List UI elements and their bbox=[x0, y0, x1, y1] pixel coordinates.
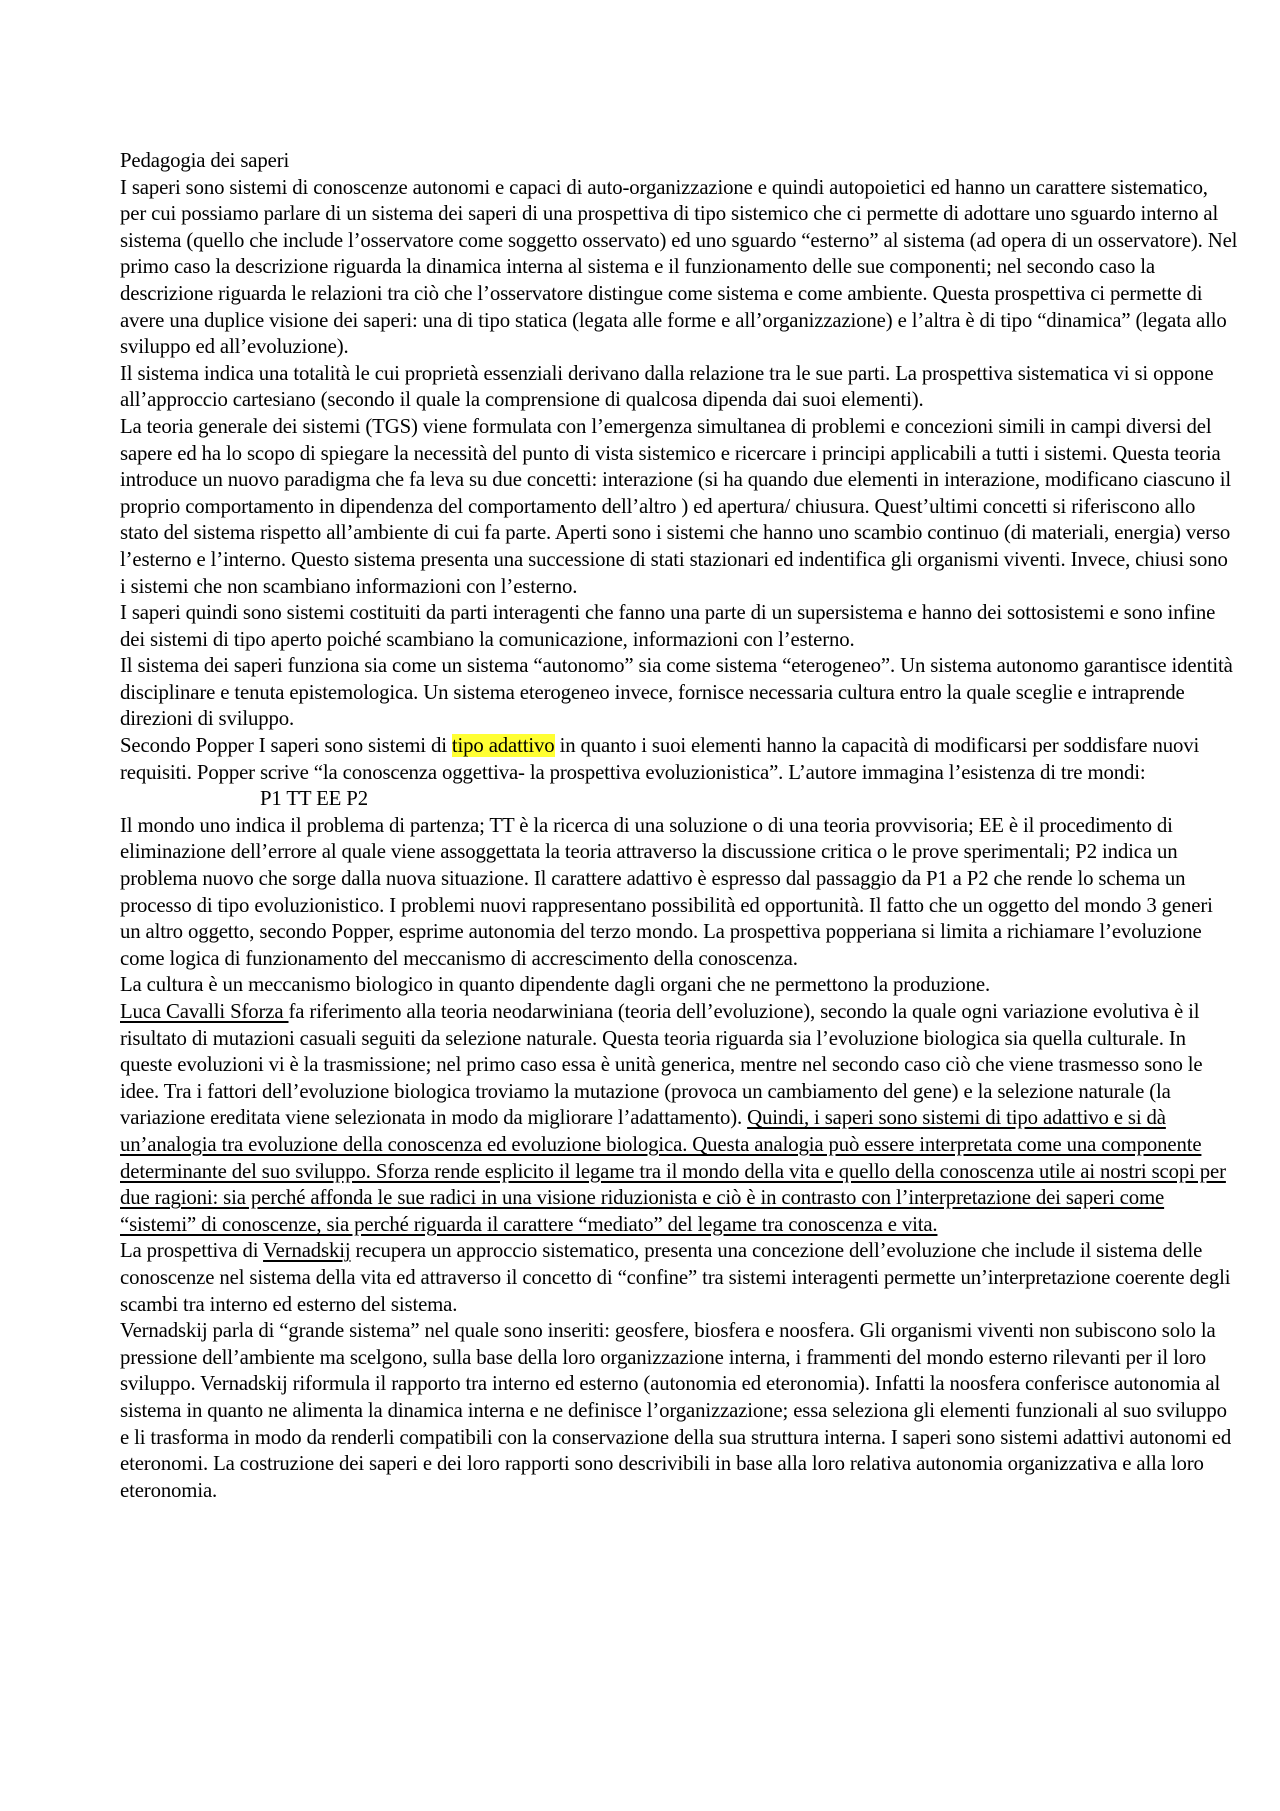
underlined-vernadskij: Vernadskij bbox=[263, 1239, 351, 1263]
paragraph-mondo-uno: Il mondo uno indica il problema di partenza; TT è la ricerca di una soluzione o di una teoria provvisoria; EE è il procedimento di eliminazione dell’errore al quale viene assoggettata la teoria attraverso la discussione critica o le prove sperimentali; P2 indica un problema nuovo che sorge dalla nuova situazione. Il carattere adattivo è espresso dal passaggio da P1 a P2 che rende lo schema un processo di tipo evoluzionistico. I problemi nuovi rappresentano possibilità ed opportunità. Il fatto che un oggetto del mondo 3 generi un altro oggetto, secondo Popper, esprime autonomia del terzo mondo. La prospettiva popperiana si limita a richiamare l’evoluzione come logica di funzionamento del meccanismo di accrescimento della conoscenza. bbox=[120, 813, 1213, 970]
paragraph-saperi-intro: I saperi sono sistemi di conoscenze autonomi e capaci di auto-organizzazione e quindi autopoietici ed hanno un carattere sistematico, per cui possiamo parlare di un sistema dei saperi di una prospettiva di tipo sistemico che ci permette di adottare uno sguardo interno al sistema (quello che include l’osservatore come soggetto osservato) ed uno sguardo “esterno” al sistema (ad opera di un osservatore). Nel primo caso la descrizione riguarda la dinamica interna al sistema e il funzionamento delle sue componenti; nel secondo caso la descrizione riguarda le relazioni tra ciò che l’osservatore distingue come sistema e come ambiente. Questa prospettiva ci permette di avere una duplice visione dei saperi: una di tipo statica (legata alle forme e all’organizzazione) e l’altra è di tipo “dinamica” (legata allo sviluppo ed all’evoluzione). bbox=[120, 175, 1238, 359]
popper-text-before: Secondo Popper I saperi sono sistemi di bbox=[120, 734, 452, 758]
paragraph-grande-sistema: Vernadskij parla di “grande sistema” nel quale sono inseriti: geosfere, biosfera e noosfera. Gli organismi viventi non subiscono solo la pressione dell’ambiente ma scelgono, sulla base della loro organizzazione interna, i frammenti del mondo esterno rilevanti per il loro sviluppo. Vernadskij riformula il rapporto tra interno ed esterno (autonomia ed eteronomia). Infatti la noosfera conferisce autonomia al sistema in quanto ne alimenta la dinamica interna e ne definisce l’organizzazione; essa seleziona gli elementi funzionali al suo sviluppo e li trasforma in modo da renderli compatibili con la conservazione della sua struttura interna. I saperi sono sistemi adattivi autonomi ed eteronomi. La costruzione dei saperi e dei loro rapporti sono descrivibili in base alla loro relativa autonomia organizzativa e alla loro eteronomia. bbox=[120, 1319, 1232, 1502]
paragraph-tgs: La teoria generale dei sistemi (TGS) viene formulata con l’emergenza simultanea di problemi e concezioni simili in campi diversi del sapere ed ha lo scopo di spiegare la necessità del punto di vista sistemico e ricercare i principi applicabili a tutti i sistemi. Questa teoria introduce un nuovo paradigma che fa leva su due concetti: interazione (si ha quando due elementi in interazione, modificano ciascuno il proprio comportamento in dipendenza del comportamento dell’altro ) ed apertura/ chiusura. Quest’ultimi concetti si riferiscono allo stato del sistema rispetto all’ambiente di cui fa parte. Aperti sono i sistemi che hanno uno scambio continuo (di materiali, energia) verso l’esterno e l’interno. Questo sistema presenta una successione di stati stazionari ed indentifica gli organismi viventi. Invece, chiusi sono i sistemi che non scambiano informazioni con l’esterno. bbox=[120, 414, 1232, 598]
paragraph-autonomo-eterogeneo: Il sistema dei saperi funziona sia come un sistema “autonomo” sia come sistema “eterogeneo”. Un sistema autonomo garantisce identità disciplinare e tenuta epistemologica. Un sistema eterogeneo invece, fornisce necessaria cultura entro la quale sceglie e intraprende direzioni di sviluppo. bbox=[120, 654, 1233, 731]
vernadskij-text-before: La prospettiva di bbox=[120, 1239, 264, 1263]
sforza-text: fa riferimento alla teoria neodarwiniana (teoria dell’evoluzione), secondo la quale ogni variazione evolutiva è il risultato di mutazioni casuali seguiti da selezione naturale. Questa teoria riguarda sia l’evoluzione biologica sia quella culturale. In queste evoluzioni vi è la trasmissione; nel primo caso essa è unità generica, mentre nel secondo caso ciò che viene trasmesso sono le idee. Tra i fattori dell’evoluzione biologica troviamo la mutazione (provoca un cambiamento del gene) e la selezione naturale (la variazione ereditata viene selezionata in modo da migliorare l’adattamento). bbox=[120, 1000, 1203, 1130]
document-title: Pedagogia dei saperi bbox=[120, 149, 290, 172]
paragraph-cavalli-sforza bbox=[120, 999, 1238, 1238]
document-page bbox=[120, 148, 1238, 1504]
vernadskij-text-after: recupera un approccio sistematico, presenta una concezione dell’evoluzione che include il sistema delle conoscenze nel sistema della vita ed attraverso il concetto di “confine” tra sistemi interagenti permette un’interpretazione coerente degli scambi tra interno ed esterno del sistema. bbox=[120, 1239, 1231, 1316]
underlined-analogia-passage: Quindi, i saperi sono sistemi di tipo adattivo e si dà un’analogia tra evoluzione della conoscenza ed evoluzione biologica. Questa analogia può essere interpretata come una componente determinante del suo sviluppo. Sforza rende esplicito il legame tra il mondo della vita e quello della conoscenza utile ai nostri scopi per due ragioni: sia perché affonda le sue radici in una visione riduzionista e ciò è in contrasto con l’interpretazione dei saperi come “sistemi” di conoscenze, sia perché riguarda il carattere “mediato” del legame tra conoscenza e vita. bbox=[120, 1106, 1226, 1236]
highlighted-tipo-adattivo: tipo adattivo bbox=[451, 734, 555, 758]
paragraph-vernadskij bbox=[120, 1238, 1238, 1318]
popper-text-after: in quanto i suoi elementi hanno la capacità di modificarsi per soddisfare nuovi requisiti. Popper scrive “la conoscenza oggettiva- la prospettiva evoluzionistica”. L’autore immagina l’esistenza di tre mondi: bbox=[120, 734, 1200, 784]
popper-formula: P1 TT EE P2 bbox=[260, 787, 368, 811]
paragraph-sistema-totalita: Il sistema indica una totalità le cui proprietà essenziali derivano dalla relazione tra le sue parti. La prospettiva sistematica vi si oppone all’approccio cartesiano (secondo il quale la comprensione di qualcosa dipenda dai suoi elementi). bbox=[120, 361, 1214, 412]
paragraph-popper bbox=[120, 733, 1238, 813]
paragraph-supersistema: I saperi quindi sono sistemi costituiti da parti interagenti che fanno una parte di un supersistema e hanno dei sottosistemi e sono infine dei sistemi di tipo aperto poiché scambiano la comunicazione, informazioni con l’esterno. bbox=[120, 601, 1216, 651]
underlined-cavalli-sforza: Luca Cavalli Sforza bbox=[120, 1000, 289, 1023]
paragraph-cultura: La cultura è un meccanismo biologico in quanto dipendente dagli organi che ne permettono la produzione. bbox=[120, 973, 991, 997]
